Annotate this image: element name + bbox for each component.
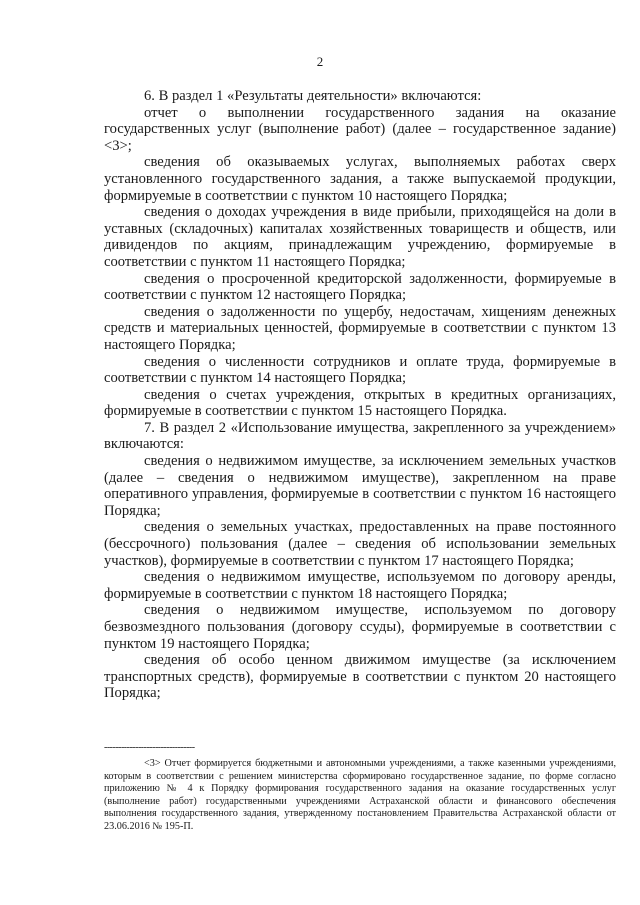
footnote: <3> Отчет формируется бюджетными и автономными учреждениями, а также казенными учреждениями, которым в соответствии с решением министерства сформировано государственное задание, по форме согласно приложению № 4 к Порядку формирования государственного задания на оказание государственных услуг (выполнение работ) государственными учреждениями Астраханской области и финансового обеспечения выполнения государственного задания, утвержденному постановлением Правительства Астраханской области от 23.06.2016 № 195-П. (104, 758, 616, 832)
paragraph: сведения о земельных участках, предоставленных на праве постоянного (бессрочного) пользования (далее – сведения об использовании земельных участков), формируемые в соответствии с пунктом 17 настоящего Порядка; (104, 519, 616, 569)
paragraph: 6. В раздел 1 «Результаты деятельности» включаются: (144, 88, 482, 104)
footnote-separator: -------------------------------- (104, 742, 195, 753)
paragraph: 7. В раздел 2 «Использование имущества, закрепленного за учреждением» включаются: (104, 419, 616, 453)
paragraph: сведения о недвижимом имуществе, за исключением земельных участков (далее – сведения о недвижимом имуществе), закрепленном на праве оперативного управления, формируемые в соответствии с пунктом 16 настоящего Порядка; (104, 453, 616, 519)
paragraph: сведения о недвижимом имуществе, используемом по договору безвозмездного пользования (договору ссуды), формируемые в соответствии с пунктом 19 настоящего Порядка; (104, 602, 616, 652)
paragraph: сведения об оказываемых услугах, выполняемых работах сверх установленного государственного задания, а также выпускаемой продукции, формируемые в соответствии с пунктом 10 настоящего Порядка; (104, 154, 616, 204)
body-text (104, 88, 616, 702)
paragraph: сведения о численности сотрудников и оплате труда, формируемые в соответствии с пунктом 14 настоящего Порядка; (104, 353, 616, 387)
paragraph: сведения о недвижимом имуществе, используемом по договору аренды, формируемые в соответствии с пунктом 18 настоящего Порядка; (104, 569, 616, 602)
page-number: 2 (316, 54, 324, 69)
paragraph: сведения о счетах учреждения, открытых в кредитных организациях, формируемые в соответствии с пунктом 15 настоящего Порядка. (104, 386, 616, 420)
paragraph: сведения о доходах учреждения в виде прибыли, приходящейся на доли в уставных (складочных) капиталах хозяйственных товариществ и обществ, или дивидендов по акциям, принадлежащим учреждению, формируемые в соответствии с пунктом 11 настоящего Порядка; (104, 204, 616, 270)
paragraph: сведения о просроченной кредиторской задолженности, формируемые в соответствии с пунктом 12 настоящего Порядка; (104, 270, 616, 304)
paragraph: сведения об особо ценном движимом имуществе (за исключением транспортных средств), формируемые в соответствии с пунктом 20 настоящего Порядка; (104, 652, 616, 702)
paragraph: сведения о задолженности по ущербу, недостачам, хищениям денежных средств и материальных ценностей, формируемые в соответствии с пунктом 13 настоящего Порядка; (104, 303, 616, 353)
paragraph: отчет о выполнении государственного задания на оказание государственных услуг (выполнение работ) (далее – государственное задание) <3>; (104, 104, 616, 154)
